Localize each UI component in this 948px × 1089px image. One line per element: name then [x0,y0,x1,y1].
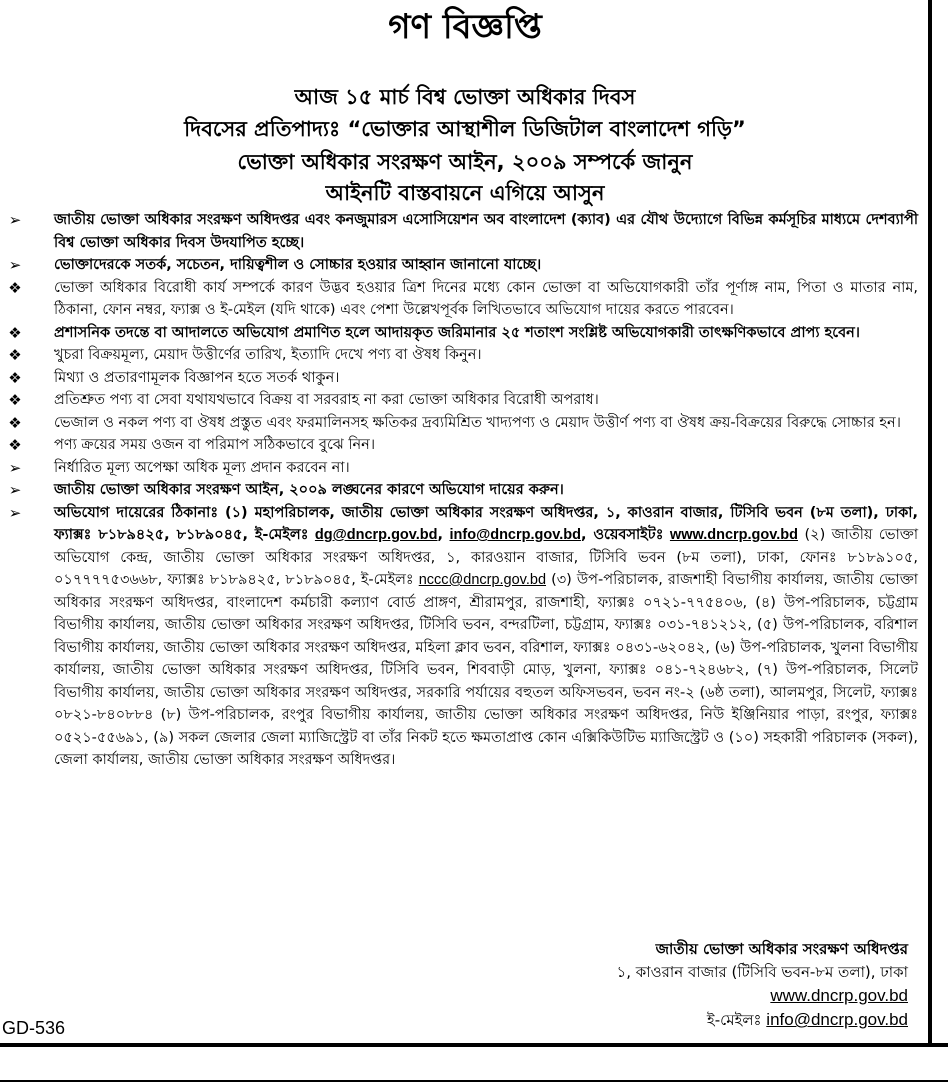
list-item-text: জাতীয় ভোক্তা অধিকার সংরক্ষণ আইন, ২০০৯ লঙ্ঘনের কারণে অভিযোগ দায়ের করুন। [54,482,564,498]
subtitle-day: আজ ১৫ মার্চ বিশ্ব ভোক্তা অধিকার দিবস [294,85,636,109]
diamond-bullet-icon: ❖ [8,278,22,297]
bottom-rule-lower [0,1080,948,1082]
email-link-info[interactable]: info@dncrp.gov.bd [449,527,581,543]
separator: , [437,527,444,543]
list-item [0,209,928,254]
list-item-text: জাতীয় ভোক্তা অধিকার সংরক্ষণ অধিদপ্তর এবং কনজুমারস এসোসিয়েশন অব বাংলাদেশ (ক্যাব) এর যৌথ উদ্যোগে বিভিন্ন কর্মসূচির মাধ্যমে দেশব্যাপী বিশ্ব ভোক্তা অধিকার দিবস উদযাপিত হচ্ছে। [54,212,918,251]
gd-code: GD-536 [2,1018,66,1038]
list-item [0,412,928,435]
email-link-dg[interactable]: dg@dncrp.gov.bd [314,527,438,543]
notice-title: গণ বিজ্ঞপ্তি [388,7,542,47]
list-item-text: ভোক্তাদেরকে সতর্ক, সচেতন, দায়িত্বশীল ও সোচ্চার হওয়ার আহ্বান জানানো যাচ্ছে। [54,257,542,273]
subtitle-theme: দিবসের প্রতিপাদ্যঃ “ভোক্তার আস্থাশীল ডিজিটাল বাংলাদেশ গড়ি” [184,117,746,141]
list-item-text: পণ্য ক্রয়ের সময় ওজন বা পরিমাপ সঠিকভাবে বুঝে নিন। [54,437,376,453]
list-item [0,389,928,412]
list-item-text: প্রশাসনিক তদন্তে বা আদালতে অভিযোগ প্রমাণিত হলে আদায়কৃত জরিমানার ২৫ শতাংশ সংশ্লিষ্ট অভিযোগকারী তাৎক্ষণিকভাবে প্রাপ্য হবেন। [54,324,860,341]
address-head-text: অভিযোগ দায়েরের ঠিকানাঃ (১) মহাপরিচালক, জাতীয় ভোক্তা অধিকার সংরক্ষণ অধিদপ্তর, ১, কাওরান বাজার, টিসিবি ভবন (৮ম তলা), ঢাকা, ফ্যাক্সঃ ৮১৮৯৪২৫, ৮১৮৯০৪৫, ই-মেইলঃ [54,504,918,543]
diamond-bullet-icon: ❖ [8,368,22,387]
signature-address: ১, কাওরান বাজার (টিসিবি ভবন-৮ম তলা), ঢাকা [616,963,908,981]
arrow-bullet-icon: ➢ [8,481,22,499]
signature-email-link[interactable]: info@dncrp.gov.bd [766,1010,908,1029]
subtitle-call: আইনটি বাস্তবায়নে এগিয়ে আসুন [325,181,605,205]
list-item-text: খুচরা বিক্রয়মূল্য, মেয়াদ উত্তীর্ণের তারিখ, ইত্যাদি দেখে পণ্য বা ঔষধ কিনুন। [54,347,482,363]
address-text-3: (৩) উপ-পরিচালক, রাজশাহী বিভাগীয় কার্যালয়, জাতীয় ভোক্তা অধিকার সংরক্ষণ অধিদপ্তর, বাংলাদেশ কর্মচারী কল্যাণ বোর্ড প্রাঙ্গণ, শ্রীরামপুর, রাজশাহী, ফ্যাক্সঃ ০৭২১-৭৭৫৪০৬, (৪) উপ-পরিচালক, চট্টগ্রাম বিভাগীয় কার্যালয়, জাতীয় ভোক্তা অধিকার সংরক্ষণ অধিদপ্তর, টিসিবি ভবন, বন্দরটিলা, চট্টগ্রাম, ফ্যাক্সঃ ০৩১-৭৪১২১২, (৫) উপ-পরিচালক, বরিশাল বিভাগীয় কার্যালয়, জাতীয় ভোক্তা অধিকার সংরক্ষণ অধিদপ্তর, মহিলা ক্লাব ভবন, বরিশাল, ফ্যাক্সঃ ০৪৩১-৬২০৪২, (৬) উপ-পরিচালক, খুলনা বিভাগীয় কার্যালয়, জাতীয় ভোক্তা অধিকার সংরক্ষণ অধিদপ্তর, টিসিবি ভবন, শিববাড়ী মোড়, খুলনা, ফ্যাক্সঃ ০৪১-৭২৪৬৮২, (৭) উপ-পরিচালক, সিলেট বিভাগীয় কার্যালয়, জাতীয় ভোক্তা অধিকার সংরক্ষণ অধিদপ্তর, সরকারি পর্যায়ের বহুতল অফিসভবন, ভবন নং-২ (৬ষ্ঠ তলা), আলমপুর, সিলেট, ফ্যাক্সঃ ০৮২১-৮৪০৮৮৪ (৮) উপ-পরিচালক, রংপুর বিভাগীয় কার্যালয়, জাতীয় ভোক্তা অধিকার সংরক্ষণ অধিদপ্তর, নিউ ইঞ্জিনিয়ার পাড়া, রংপুর, ফ্যাক্সঃ ০৫২১-৫৫৬৯১, (৯) সকল জেলার জেলা ম্যাজিস্ট্রেট বা তাঁর নিকট হতে ক্ষমতাপ্রাপ্ত কোন এক্সিকিউটিভ ম্যাজিস্ট্রেট ও (১০) সহকারী পরিচালক (সকল), জেলা কার্যালয়, জাতীয় ভোক্তা অধিকার সংরক্ষণ অধিদপ্তর। [54,572,919,768]
list-item [0,434,928,457]
email-link-nccc[interactable]: nccc@dncrp.gov.bd [418,572,547,588]
list-item [0,344,928,367]
signature-block [617,938,908,1032]
list-item [0,277,928,322]
arrow-bullet-icon: ➢ [8,503,22,522]
arrow-bullet-icon: ➢ [8,458,22,477]
website-label: , ওয়েবসাইটঃ [580,527,664,543]
complaint-address-item [0,502,928,772]
arrow-bullet-icon: ➢ [8,211,22,229]
subtitle-law: ভোক্তা অধিকার সংরক্ষণ আইন, ২০০৯ সম্পর্কে জানুন [237,150,693,174]
list-item [0,322,928,345]
list-item [0,479,928,502]
signature-org: জাতীয় ভোক্তা অধিকার সংরক্ষণ অধিদপ্তর [655,940,908,958]
signature-email-label: ই-মেইলঃ [706,1011,762,1029]
signature-website-link[interactable]: www.dncrp.gov.bd [770,986,908,1005]
diamond-bullet-icon: ❖ [8,346,22,364]
bottom-rule [0,1043,948,1047]
diamond-bullet-icon: ❖ [8,436,22,454]
diamond-bullet-icon: ❖ [8,323,22,342]
list-item-text: ভেজাল ও নকল পণ্য বা ঔষধ প্রস্তুত এবং ফরমালিনসহ ক্ষতিকর দ্রব্যমিশ্রিত খাদ্যপণ্য ও মেয়াদ উত্তীর্ণ পণ্য বা ঔষধ ক্রয়-বিক্রয়ের বিরুদ্ধে সোচ্চার হন। [54,414,901,431]
arrow-bullet-icon: ➢ [8,256,22,274]
list-item-text: প্রতিশ্রুত পণ্য বা সেবা যথাযথভাবে বিক্রয় বা সরবরাহ না করা ভোক্তা অধিকার বিরোধী অপরাধ। [54,392,599,408]
notice-list [0,209,928,772]
diamond-bullet-icon: ❖ [8,391,22,409]
list-item [0,367,928,390]
list-item-text: ভোক্তা অধিকার বিরোধী কার্য সম্পর্কে কারণ উদ্ভব হওয়ার ত্রিশ দিনের মধ্যে কোন ভোক্তা বা অভিযোগকারী তাঁর পূর্ণাঙ্গ নাম, পিতা ও মাতার নাম, ঠিকানা, ফোন নম্বর, ফ্যাক্স ও ই-মেইল (যদি থাকে) এবং পেশা উল্লেখপূর্বক লিখিতভাবে অভিযোগ দায়ের করতে পারবেন। [54,279,918,318]
list-item [0,254,928,277]
list-item-text: মিথ্যা ও প্রতারণামূলক বিজ্ঞাপন হতে সতর্ক থাকুন। [54,369,340,386]
list-item [0,457,928,480]
website-link[interactable]: www.dncrp.gov.bd [669,527,799,543]
list-item-text: নির্ধারিত মূল্য অপেক্ষা অধিক মূল্য প্রদান করবেন না। [54,459,350,476]
address-text-2: (২) জাতীয় ভোক্তা অভিযোগ কেন্দ্র, জাতীয় ভোক্তা অধিকার সংরক্ষণ অধিদপ্তর, ১, কারওয়ান বাজার, টিসিবি ভবন (৮ম তলা), ঢাকা, ফোনঃ ৮১৮৯১০৫, ০১৭৭৭৭৫৩৬৬৮, ফ্যাক্সঃ ৮১৮৯৪২৫, ৮১৮৯০৪৫, ই-মেইলঃ [54,527,919,588]
diamond-bullet-icon: ❖ [8,413,22,432]
